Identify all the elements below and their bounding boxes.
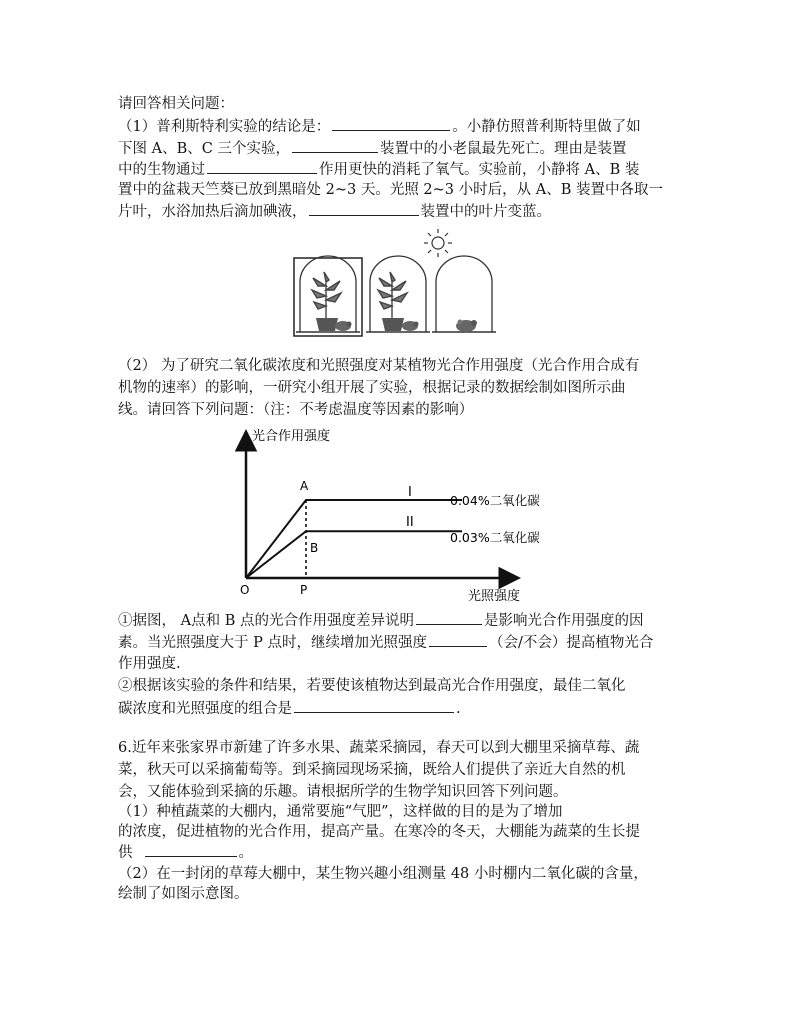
series-label-2: 0.03%二氧化碳 <box>450 530 540 545</box>
q6-line5: 的浓度，促进植物的光合作用，提高产量。在寒冷的冬天，大棚能为蔬菜的生长提 <box>118 824 640 840</box>
q6-line2: 菜，秋天可以采摘葡萄等。到采摘园现场采摘，既给人们提供了亲近大自然的机 <box>118 762 626 778</box>
series-line-2 <box>246 531 462 578</box>
q6-line7: （2）在一封闭的草莓大棚中，某生物兴趣小组测量 48 小时棚内二氧化碳的含量， <box>118 866 648 882</box>
answer-blank[interactable] <box>416 610 482 625</box>
q5-p1-l5b: 装置中的叶片变蓝。 <box>420 204 551 220</box>
y-axis-label: 光合作用强度 <box>252 429 331 444</box>
answer-blank[interactable] <box>145 842 237 857</box>
answer-blank[interactable] <box>429 632 487 647</box>
chart-series <box>246 500 462 578</box>
q5-sub1-l1a: ①据图， A点和 B 点的光合作用强度差异说明 <box>118 613 414 629</box>
q5-sub1-l2a: 素。当光照强度大于 P 点时，继续增加光照强度 <box>118 635 427 651</box>
q5-sub2-line1: ②根据该实验的条件和结果，若要使该植物达到最高光合作用强度，最佳二氧化 <box>118 678 626 694</box>
q5-p1-line5 <box>118 201 551 222</box>
q5-sub1-l2b: （会/不会）提高植物光合 <box>488 635 654 651</box>
q5-sub1-line3: 作用强度. <box>118 656 181 672</box>
q6-l6b: 。 <box>238 845 253 861</box>
q5-p1-l3b: 作用更快的消耗了氧气。实验前，小静将 A、B 装 <box>319 162 640 178</box>
q5-sub1-line2 <box>118 632 653 653</box>
answer-blank[interactable] <box>294 698 454 713</box>
q5-sub1-l1b: 是影响光合作用强度的因 <box>483 613 644 629</box>
sun-icon <box>424 229 452 257</box>
q5-p1-l2a: 下图 A、B、C 三个实验， <box>118 141 290 157</box>
q5-p2-line3: 线。请回答下列问题：（注：不考虑温度等因素的影响） <box>118 402 474 418</box>
x-axis-label: 光照强度 <box>468 589 521 604</box>
q6-line1: 6.近年来张家界市新建了许多水果、蔬菜采摘园，春天可以到大棚里采摘草莓、蔬 <box>118 740 640 756</box>
q5-sub2-line2 <box>118 698 461 719</box>
q5-p1-l1a: （1）普利斯特利实验的结论是： <box>118 119 331 135</box>
p-label: P <box>300 583 308 597</box>
q5-p1-line1 <box>118 116 641 137</box>
q5-intro: 请回答相关问题： <box>118 96 234 112</box>
q5-p1-l5a: 片叶，水浴加热后滴加碘液， <box>118 204 307 220</box>
q6-line3: 会，又能体验到采摘的乐趣。请根据所学的生物学知识回答下列问题。 <box>118 784 568 800</box>
answer-blank[interactable] <box>309 201 419 216</box>
q6-l6a: 供 <box>118 845 133 861</box>
answer-blank[interactable] <box>292 138 378 153</box>
q5-p1-l1b: 。小静仿照普利斯特里做了如 <box>452 119 641 135</box>
series-roman-1: I <box>408 485 412 500</box>
bell-jar-experiment-figure <box>288 224 498 352</box>
answer-blank[interactable] <box>207 159 317 174</box>
series-label-1: 0.04%二氧化碳 <box>450 493 540 508</box>
photosynthesis-chart <box>230 420 570 610</box>
jar-b <box>366 256 430 332</box>
origin-label: O <box>240 583 250 597</box>
q6-line4: （1）种植蔬菜的大棚内，通常要施“气肥”，这样做的目的是为了增加 <box>118 804 563 820</box>
q6-line6 <box>118 842 253 863</box>
point-label-a: A <box>300 479 309 493</box>
q5-p2-line2: 机物的速率）的影响，一研究小组开展了实验，根据记录的数据绘制如图所示曲 <box>118 380 626 396</box>
q5-p1-l3a: 中的生物通过 <box>118 162 205 178</box>
q6-line8: 绘制了如图示意图。 <box>118 886 249 902</box>
series-line-1 <box>246 500 462 578</box>
q5-p1-line2 <box>118 138 626 159</box>
jar-c <box>432 256 496 332</box>
q5-p1-line3 <box>118 159 639 180</box>
point-label-b: B <box>310 541 319 555</box>
q5-p1-line4: 置中的盆栽天竺葵已放到黑暗处 2~3 天。光照 2~3 小时后，从 A、B 装置中各取一 <box>118 182 663 198</box>
q5-sub2-l2a: 碳浓度和光照强度的组合是 <box>118 701 292 717</box>
answer-blank[interactable] <box>332 116 450 131</box>
q5-p1-l2b: 装置中的小老鼠最先死亡。理由是装置 <box>379 141 627 157</box>
q5-sub1-line1 <box>118 610 643 631</box>
series-roman-2: II <box>406 515 414 530</box>
q5-sub2-l2b: . <box>456 701 461 717</box>
q5-p2-line1: （2） 为了研究二氧化碳浓度和光照强度对某植物光合作用强度（光合作用合成有 <box>118 358 640 374</box>
jar-a <box>296 256 360 332</box>
